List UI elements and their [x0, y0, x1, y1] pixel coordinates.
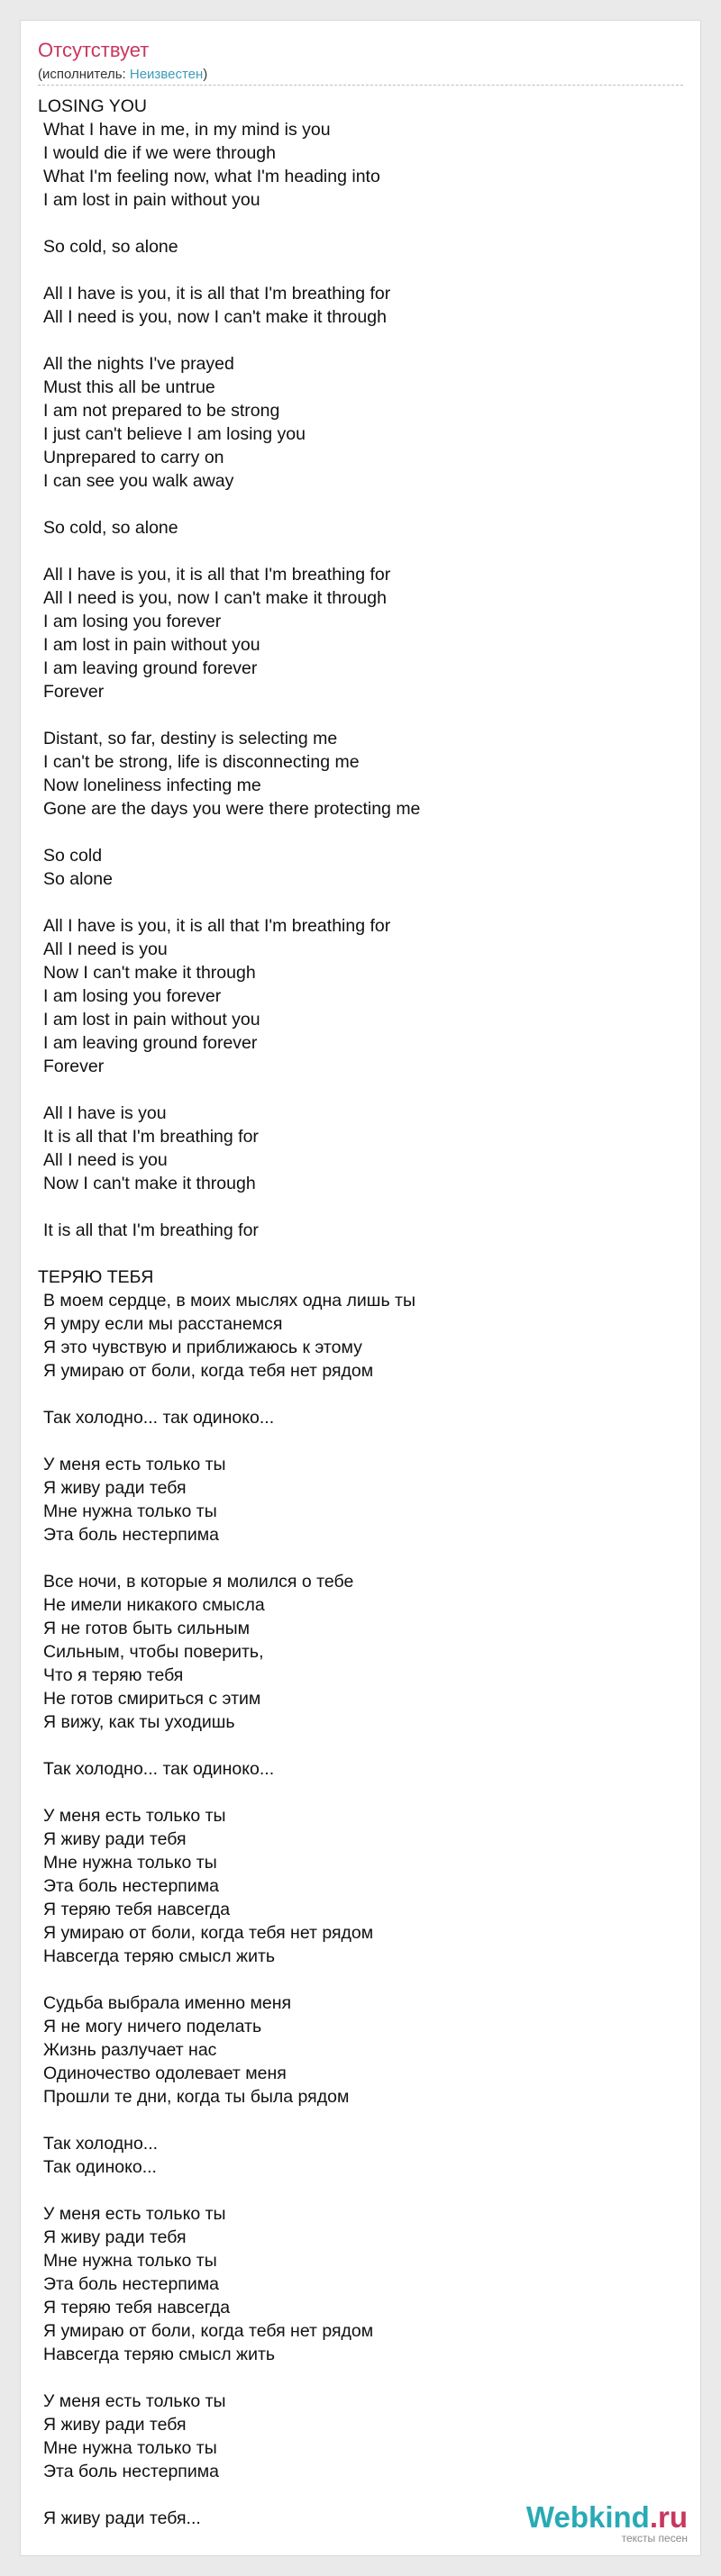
blank-line	[38, 493, 683, 516]
lyric-line: All the nights I've prayed	[43, 354, 234, 374]
lyric-line: Я теряю тебя навсегда	[43, 1900, 231, 1919]
lyric-line: Я теряю тебя навсегда	[43, 2298, 231, 2317]
lyric-line: Must this all be untrue	[43, 377, 215, 397]
lyric-line: All I have is you, it is all that I'm breathing for	[43, 565, 391, 585]
lyrics-card	[20, 20, 701, 2556]
lyric-line: Все ночи, в которые я молился о тебе	[43, 1572, 354, 1592]
artist-line	[38, 67, 207, 83]
lyric-line: I am leaving ground forever	[43, 658, 258, 678]
lyric-line: I am lost in pain without you	[43, 635, 260, 655]
lyric-line: Я это чувствую и приближаюсь к этому	[43, 1338, 362, 1357]
lyric-line: It is all that I'm breathing for	[43, 1127, 259, 1147]
blank-line	[38, 2109, 683, 2132]
lyric-line: Так холодно... так одиноко...	[43, 1408, 275, 1428]
lyric-line: Эта боль нестерпима	[43, 1525, 219, 1545]
blank-line	[38, 1781, 683, 1804]
lyric-line: Я умру если мы расстанемся	[43, 1314, 283, 1334]
lyric-line: Forever	[43, 1057, 105, 1076]
section-title: ТЕРЯЮ ТЕБЯ	[38, 1267, 154, 1287]
blank-line	[38, 821, 683, 844]
logo-tagline: тексты песен	[621, 2532, 688, 2544]
lyric-line: Я живу ради тебя	[43, 2415, 187, 2435]
lyric-line: У меня есть только ты	[43, 1806, 226, 1826]
lyric-line: I am leaving ground forever	[43, 1033, 258, 1053]
lyric-line: What I'm feeling now, what I'm heading into	[43, 167, 380, 186]
lyric-line: Так холодно... так одиноко...	[43, 1759, 275, 1779]
lyrics-body	[38, 95, 683, 2530]
blank-line	[38, 1429, 683, 1453]
lyric-line: Gone are the days you were there protecting me	[43, 799, 421, 819]
blank-line	[38, 703, 683, 727]
lyric-line: Now loneliness infecting me	[43, 776, 261, 795]
lyric-line: Now I can't make it through	[43, 963, 256, 983]
blank-line	[38, 2366, 683, 2390]
lyric-line: So cold	[43, 846, 103, 866]
blank-line	[38, 1078, 683, 1102]
blank-line	[38, 1547, 683, 1570]
lyric-line: Что я теряю тебя	[43, 1665, 184, 1685]
section-title: LOSING YOU	[38, 96, 148, 116]
blank-line	[38, 1195, 683, 1219]
lyric-line: Now I can't make it through	[43, 1174, 256, 1193]
lyric-line: All I need is you	[43, 939, 168, 959]
lyric-line: Я вижу, как ты уходишь	[43, 1712, 235, 1732]
lyric-line: Я умираю от боли, когда тебя нет рядом	[43, 2321, 374, 2341]
artist-link[interactable]: Неизвестен	[129, 67, 204, 82]
song-title: Отсутствует	[38, 39, 150, 61]
lyric-line: Я живу ради тебя...	[43, 2508, 201, 2528]
lyric-line: Навсегда теряю смысл жить	[43, 2345, 276, 2364]
lyric-line: Я живу ради тебя	[43, 1829, 187, 1849]
lyric-line: I would die if we were through	[43, 143, 276, 163]
lyric-line: У меня есть только ты	[43, 1455, 226, 1474]
lyric-line: All I have is you	[43, 1103, 167, 1123]
lyric-line: В моем сердце, в моих мыслях одна лишь ты	[43, 1291, 415, 1311]
lyric-line: I am not prepared to be strong	[43, 401, 280, 421]
lyric-line: Мне нужна только ты	[43, 2438, 217, 2458]
lyric-line: Навсегда теряю смысл жить	[43, 1946, 276, 1966]
lyric-line: What I have in me, in my mind is you	[43, 120, 331, 140]
lyric-line: I just can't believe I am losing you	[43, 424, 306, 444]
lyric-line: I am losing you forever	[43, 986, 222, 1006]
lyric-line: So cold, so alone	[43, 518, 178, 538]
lyric-line: Одиночество одолевает меня	[43, 2064, 287, 2083]
lyric-line: I am lost in pain without you	[43, 190, 260, 210]
blank-line	[38, 329, 683, 352]
artist-suffix: )	[203, 67, 208, 82]
lyric-line: I am losing you forever	[43, 612, 222, 631]
header-divider	[38, 85, 683, 86]
lyric-line: Прошли те дни, когда ты была рядом	[43, 2087, 350, 2107]
lyric-line: I can see you walk away	[43, 471, 234, 491]
lyric-line: Я не готов быть сильным	[43, 1619, 251, 1638]
lyric-line: Я не могу ничего поделать	[43, 2017, 262, 2036]
lyric-line: Я живу ради тебя	[43, 1478, 187, 1498]
blank-line	[38, 259, 683, 282]
blank-line	[38, 540, 683, 563]
blank-line	[38, 212, 683, 235]
blank-line	[38, 2179, 683, 2202]
section-gap	[38, 1242, 683, 1265]
lyric-line: All I need is you	[43, 1150, 168, 1170]
artist-prefix: (исполнитель:	[38, 67, 130, 82]
lyric-line: Эта боль нестерпима	[43, 1876, 219, 1896]
lyric-line: All I need is you, now I can't make it through	[43, 307, 387, 327]
lyric-line: Я умираю от боли, когда тебя нет рядом	[43, 1361, 374, 1381]
lyric-line: I am lost in pain without you	[43, 1010, 260, 1029]
lyric-line: Не имели никакого смысла	[43, 1595, 265, 1615]
lyric-line: Я умираю от боли, когда тебя нет рядом	[43, 1923, 374, 1943]
lyric-line: Я живу ради тебя	[43, 2227, 187, 2247]
lyric-line: Сильным, чтобы поверить,	[43, 1642, 264, 1662]
lyric-line: Жизнь разлучает нас	[43, 2040, 217, 2060]
lyric-line: Мне нужна только ты	[43, 2251, 217, 2271]
lyric-line: So cold, so alone	[43, 237, 178, 257]
lyric-line: У меня есть только ты	[43, 2204, 226, 2224]
site-logo[interactable]	[526, 2501, 688, 2544]
lyric-line: Forever	[43, 682, 105, 702]
lyric-line: Эта боль нестерпима	[43, 2462, 219, 2481]
lyric-line: Не готов смириться с этим	[43, 1689, 261, 1709]
lyric-line: Так одиноко...	[43, 2157, 157, 2177]
lyric-line: It is all that I'm breathing for	[43, 1220, 259, 1240]
logo-tld: .ru	[649, 2500, 688, 2534]
lyric-line: Мне нужна только ты	[43, 1853, 217, 1873]
lyric-line: Unprepared to carry on	[43, 448, 224, 467]
lyric-line: Судьба выбрала именно меня	[43, 1993, 292, 2013]
lyric-line: I can't be strong, life is disconnecting me	[43, 752, 360, 772]
lyric-line: Distant, so far, destiny is selecting me	[43, 729, 338, 748]
logo-wordmark	[526, 2501, 688, 2534]
logo-name: Webkind	[525, 2500, 650, 2534]
lyric-line: Мне нужна только ты	[43, 1501, 217, 1521]
lyric-line: Эта боль нестерпима	[43, 2274, 219, 2294]
lyric-line: So alone	[43, 869, 113, 889]
blank-line	[38, 1968, 683, 1991]
blank-line	[38, 891, 683, 914]
blank-line	[38, 1383, 683, 1406]
lyric-line: All I have is you, it is all that I'm breathing for	[43, 284, 391, 304]
lyric-line: All I need is you, now I can't make it through	[43, 588, 387, 608]
lyric-line: Так холодно...	[43, 2134, 159, 2154]
lyric-line: All I have is you, it is all that I'm breathing for	[43, 916, 391, 936]
lyric-line: У меня есть только ты	[43, 2391, 226, 2411]
blank-line	[38, 1734, 683, 1757]
